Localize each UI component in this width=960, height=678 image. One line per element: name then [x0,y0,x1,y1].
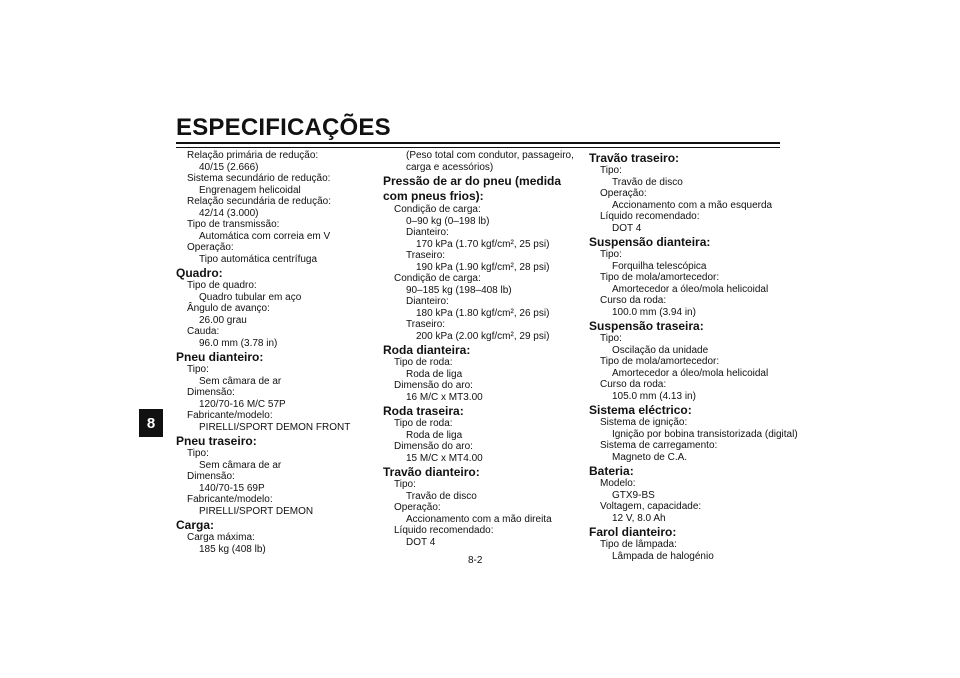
spec-value: Traseiro: [406,319,446,330]
section-heading: Pneu dianteiro: [176,350,264,364]
spec-label: Operação: [187,242,234,253]
spec-label: Dimensão: [187,387,235,398]
section-heading: Suspensão dianteira: [589,235,711,249]
spec-value: Sem câmara de ar [199,459,282,471]
spec-value: Accionamento com a mão direita [406,513,552,525]
spec-value: 170 kPa (1.70 kgf/cm², 25 psi) [416,238,550,250]
spec-value: Travão de disco [406,490,477,502]
section-heading: Sistema eléctrico: [589,403,692,417]
spec-value: Ignição por bobina transistorizada (digital) [612,428,798,440]
spec-label: Tipo de mola/amortecedor: [600,272,720,283]
spec-value: GTX9-BS [612,489,655,501]
spec-value: Accionamento com a mão esquerda [612,199,773,211]
page-title: ESPECIFICAÇÕES [176,114,391,141]
spec-label: Tipo: [394,479,416,490]
spec-value: Amortecedor a óleo/mola helicoidal [612,283,769,295]
spec-label: Curso da roda: [600,295,667,306]
spec-column-1 [176,150,376,555]
spec-label: Dimensão do aro: [394,380,473,391]
spec-value: 96.0 mm (3.78 in) [199,337,278,349]
spec-value: Forquilha telescópica [612,260,707,272]
spec-column-3 [589,150,798,562]
spec-label: Curso da roda: [600,379,667,390]
spec-value: Automática com correia em V [199,230,331,242]
chapter-tab: 8 [139,409,163,437]
spec-value: 42/14 (3.000) [199,207,259,219]
spec-value: 180 kPa (1.80 kgf/cm², 26 psi) [416,307,550,319]
spec-label: Tipo de transmissão: [187,219,280,230]
spec-label: Dimensão: [187,471,235,482]
spec-label: Tipo de mola/amortecedor: [600,356,720,367]
spec-label: Sistema de carregamento: [600,440,718,451]
spec-value: Quadro tubular em aço [199,291,302,303]
spec-value: 100.0 mm (3.94 in) [612,306,696,318]
spec-label: Dimensão do aro: [394,441,473,452]
section-heading: Roda dianteira: [383,343,471,357]
spec-value: Roda de liga [406,429,463,441]
spec-column-2 [383,150,583,548]
spec-label: Carga máxima: [187,532,255,543]
spec-label: Condição de carga: [394,204,481,215]
spec-label: Líquido recomendado: [600,211,700,222]
spec-label: Cauda: [187,326,220,337]
section-heading: Pneu traseiro: [176,434,257,448]
spec-label: Tipo de quadro: [187,280,257,291]
spec-value: (Peso total com condutor, passageiro, [406,150,574,161]
spec-value: PIRELLI/SPORT DEMON [199,505,314,517]
spec-value: carga e acessórios) [406,161,494,173]
spec-value: 40/15 (2.666) [199,161,259,173]
spec-value: 120/70-16 M/C 57P [199,398,286,410]
section-heading: Travão traseiro: [589,151,680,165]
section-heading: Farol dianteiro: [589,525,677,539]
spec-value: Lâmpada de halogénio [612,550,714,562]
spec-label: Tipo: [187,364,209,375]
spec-label: Operação: [600,188,647,199]
spec-value: DOT 4 [612,222,642,234]
spec-value: Magneto de C.A. [612,451,688,463]
section-heading: Bateria: [589,464,634,478]
spec-label: Tipo de roda: [394,357,453,368]
spec-value: 105.0 mm (4.13 in) [612,390,696,402]
section-heading: Roda traseira: [383,404,464,418]
spec-label: Tipo de lâmpada: [600,539,677,550]
section-heading: Pressão de ar do pneu (medida com pneus frios): [383,174,562,203]
spec-label: Modelo: [600,478,636,489]
section-heading: Suspensão traseira: [589,319,704,333]
spec-label: Voltagem, capacidade: [600,501,702,512]
title-rule-thick [176,142,780,144]
spec-value: Dianteiro: [406,296,449,307]
spec-value: Oscilação da unidade [612,344,709,356]
section-heading: Travão dianteiro: [383,465,480,479]
spec-value: 90–185 kg (198–408 lb) [406,284,512,296]
spec-value: Tipo automática centrífuga [199,253,318,265]
spec-label: Fabricante/modelo: [187,410,273,421]
spec-value: Sem câmara de ar [199,375,282,387]
spec-value: DOT 4 [406,536,436,548]
spec-label: Fabricante/modelo: [187,494,273,505]
spec-value: Engrenagem helicoidal [199,184,301,196]
section-heading: Carga: [176,518,215,532]
spec-value: Travão de disco [612,176,683,188]
spec-label: Líquido recomendado: [394,525,494,536]
spec-value: Amortecedor a óleo/mola helicoidal [612,367,769,379]
spec-label: Condição de carga: [394,273,481,284]
spec-value: 140/70-15 69P [199,482,265,494]
spec-label: Operação: [394,502,441,513]
spec-value: 16 M/C x MT3.00 [406,391,483,403]
spec-value: 185 kg (408 lb) [199,543,266,555]
spec-value: 190 kPa (1.90 kgf/cm², 28 psi) [416,261,550,273]
spec-value: Dianteiro: [406,227,449,238]
spec-label: Tipo: [600,249,622,260]
spec-value: 200 kPa (2.00 kgf/cm², 29 psi) [416,330,550,342]
title-rule-thin [176,147,780,148]
spec-label: Relação secundária de redução: [187,196,331,207]
spec-label: Sistema de ignição: [600,417,688,428]
spec-value: Roda de liga [406,368,463,380]
spec-value: 15 M/C x MT4.00 [406,452,483,464]
spec-value: 0–90 kg (0–198 lb) [406,215,490,227]
spec-label: Tipo de roda: [394,418,453,429]
spec-label: Sistema secundário de redução: [187,173,331,184]
spec-label: Ângulo de avanço: [187,303,270,314]
spec-label: Relação primária de redução: [187,150,319,161]
spec-value: PIRELLI/SPORT DEMON FRONT [199,421,351,433]
page-number: 8-2 [468,555,483,566]
spec-label: Tipo: [187,448,209,459]
spec-label: Tipo: [600,165,622,176]
section-heading: Quadro: [176,266,223,280]
spec-label: Tipo: [600,333,622,344]
spec-value: Traseiro: [406,250,446,261]
spec-value: 26.00 grau [199,314,247,326]
spec-value: 12 V, 8.0 Ah [612,512,666,524]
